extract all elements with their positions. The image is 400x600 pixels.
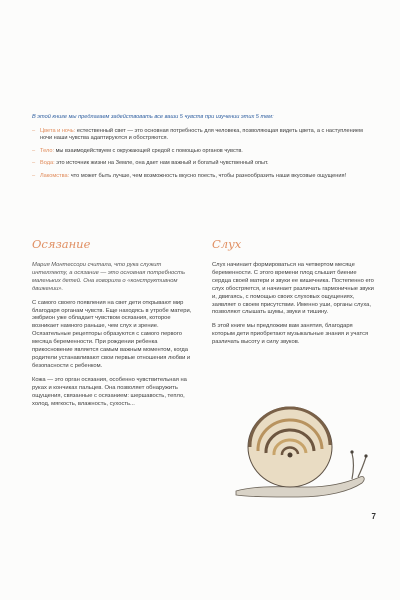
hearing-paragraph-2: В этой книге мы предложим вам занятия, благодаря которым дети приобретают музыкальные знания и учатся различать высоту и силу звуков.: [212, 323, 369, 346]
section-heading-hearing: Слух: [212, 237, 242, 251]
intro-lead: В этой книге мы предлагаем задействовать все ваши 5 чувств при изучении этих 5 тем:: [32, 114, 274, 120]
intro-item-treats: [32, 173, 372, 181]
intro-item-text: что может быть лучше, чем возможность вкусно поесть, чтобы разнообразить наши вкусовые ощущения!: [69, 172, 347, 179]
column-hearing: [212, 262, 374, 353]
intro-item-text: мы взаимодействуем с окружающей средой с помощью органов чувств.: [54, 147, 243, 154]
touch-paragraph-2: Кожа — это орган осязания, особенно чувствительная на руках и кончиках пальцев. Она позволяет обнаружить ощущения, связанные с осязанием: шершавость, тепло, холод, мягкость, влажность, сухость...: [32, 376, 187, 407]
section-heading-touch: Осязание: [32, 237, 91, 251]
page-number: 7: [371, 512, 376, 521]
column-touch: [32, 262, 194, 414]
touch-paragraph-1: С самого своего появления на свет дети открывают мир благодаря органам чувств. Еще находясь в утробе матери, эмбрион уже обладает чувством осязания, которое возникает намного раньше, чем слух и зрение. Осязательные рецепторы образуются с самого первого месяца беременности. При рождении ребенка прикосновение является самым важным моментом, когда родители устанавливают свои первые отношения любви и безопасности с ребенком.: [32, 299, 192, 369]
snail-tentacle: [352, 453, 354, 479]
intro-item-term: Тело:: [40, 147, 55, 154]
montessori-quote: Мария Монтессори считала, что рука служит интеллекту, а осязание — это основная потребность маленьких детей. Она говорила о «конструктивном движении».: [32, 262, 186, 292]
bullet-dot-icon: –: [32, 147, 36, 154]
intro-item-water: [32, 160, 372, 168]
snail-tentacle: [358, 457, 366, 477]
bullet-dot-icon: –: [32, 172, 36, 179]
intro-item-body: [32, 148, 372, 156]
bullet-dot-icon: –: [32, 160, 36, 167]
shell-center: [288, 453, 293, 458]
snail-eye: [350, 450, 353, 453]
snail-illustration: [228, 395, 368, 505]
intro-item-term: Вода:: [40, 160, 55, 167]
intro-item-text: естественный свет — это основная потребность для человека, позволяющая видеть цвета, а с наступлением ночи наши чувства адаптируются и обостряются.: [40, 127, 363, 142]
intro-item-term: Цвета и ночь:: [40, 127, 76, 134]
bullet-dot-icon: –: [32, 127, 36, 134]
intro-item-colors: [32, 128, 372, 143]
snail-eye: [364, 454, 367, 457]
intro-item-term: Лакомства:: [40, 172, 70, 179]
intro-block: [32, 114, 372, 186]
hearing-paragraph-1: Слух начинает формироваться на четвертом месяце беременности. С этого времени плод слышит биение сердца своей матери и звуки ее кишечника. Постепенно его слух обостряется, и начинает различать гармоничные звуки и, двигаясь, с помощью своих слуховых ощущениях, заявляет о своем присутствии. Именно уши, органы слуха, позволяют слышать шумы, звуки и тишину.: [212, 262, 374, 316]
intro-item-text: это источник жизни на Земле, она дает нам важный и богатый чувственный опыт.: [54, 160, 269, 167]
